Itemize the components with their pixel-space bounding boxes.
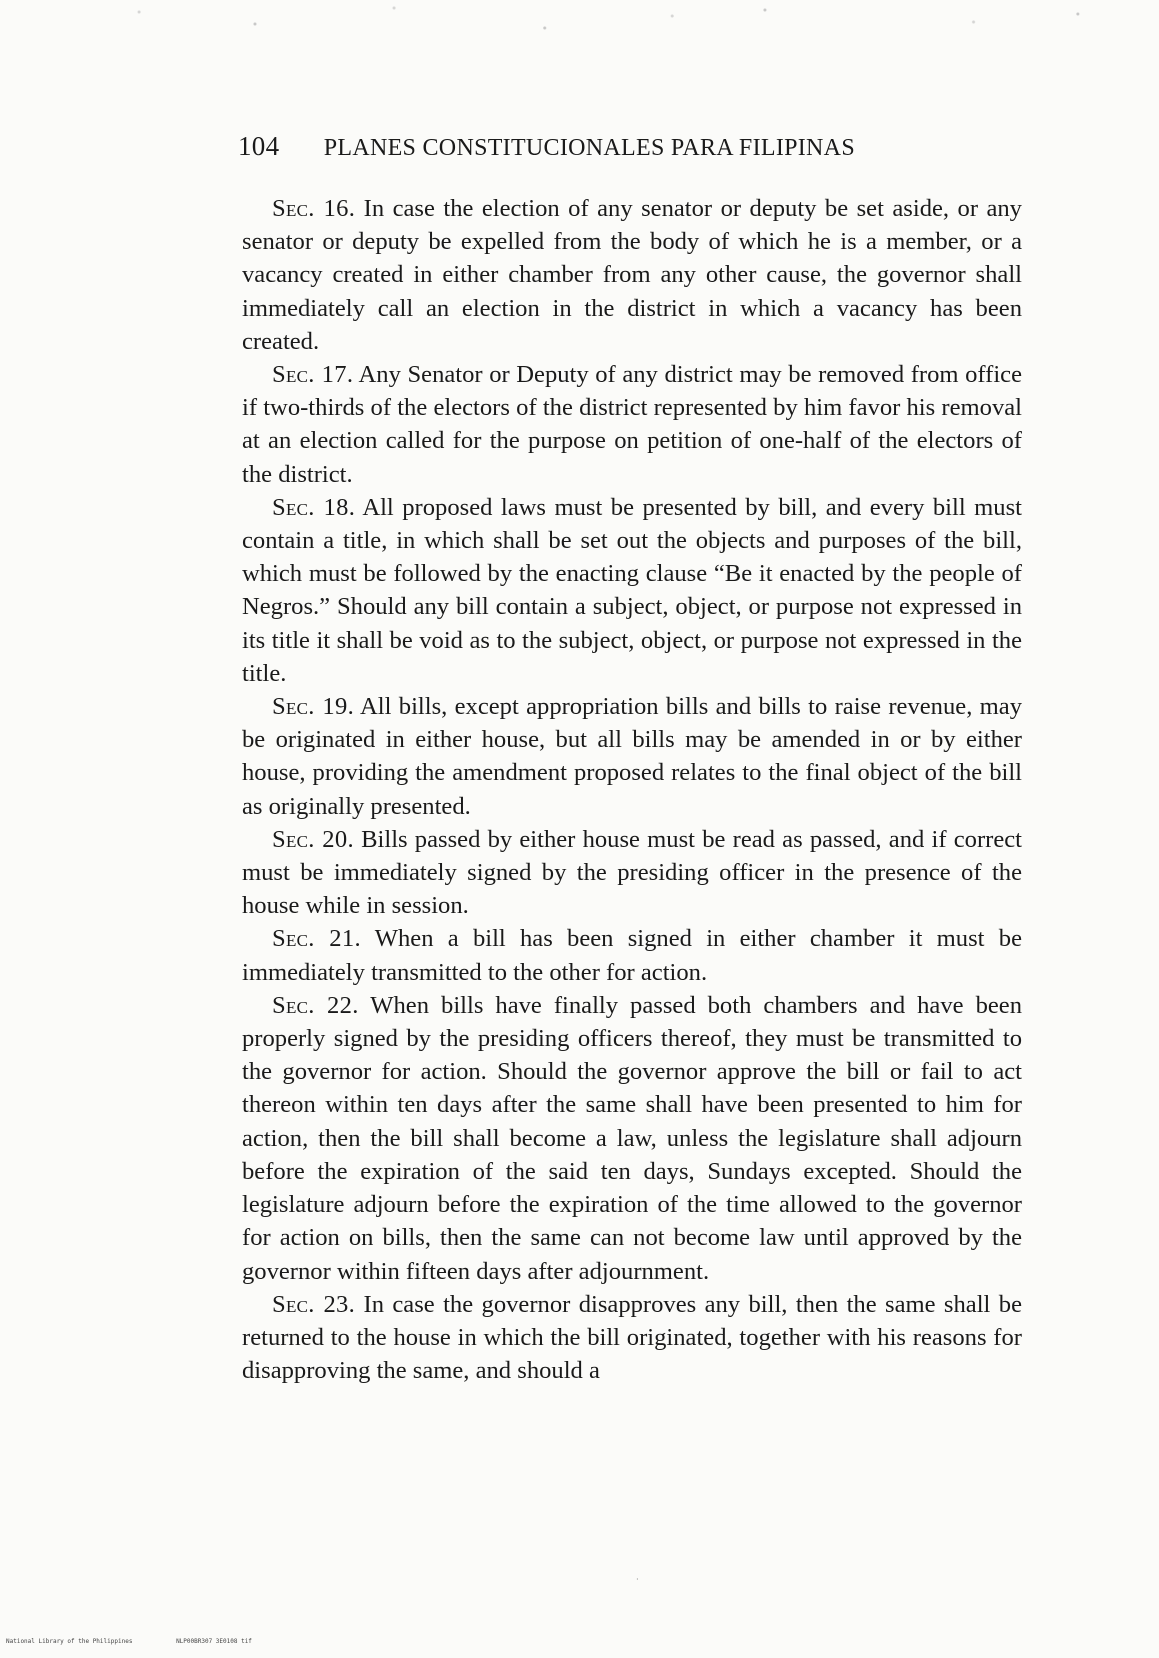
section-paragraph [242, 192, 1022, 358]
section-text: All bills, except appropriation bills and bills to raise revenue, may be originated in either house, but all bills may be amended in or by either house, providing the amendment proposed relates to the final object of the bill as originally presented. [242, 693, 1023, 820]
section-text: Bills passed by either house must be read as passed, and if correct must be immediately signed by the presiding officer in the presence of the house while in session. [242, 825, 1022, 920]
page-number: 104 [238, 131, 280, 161]
section-paragraph [242, 690, 1022, 823]
section-label: Sec. 17. [272, 361, 354, 389]
section-paragraph [242, 989, 1022, 1288]
section-label: Sec. 20. [272, 825, 354, 853]
scan-mark: · [636, 1575, 639, 1584]
section-label: Sec. 21. [272, 925, 361, 953]
section-paragraph [242, 491, 1022, 690]
body-text [242, 192, 1022, 1387]
section-text: When a bill has been signed in either chamber it must be immediately transmitted to the other for action. [242, 925, 1022, 986]
section-text: When bills have finally passed both chambers and have been properly signed by the presiding officers thereof, they must be transmitted to the governor for action. Should the governor approve the bill or fail to act thereon within ten days after the same shall have been presented to him for action, then the bill shall become a law, unless the legislature shall adjourn before the expiration of the said ten days, Sundays excepted. Should the legislature adjourn before the expiration of the time allowed to the governor for action on bills, then the same can not become law until approved by the governor within fifteen days after adjournment. [242, 991, 1023, 1285]
section-text: All proposed laws must be presented by bill, and every bill must contain a title, in which shall be set out the objects and purposes of the bill, which must be followed by the enacting clause “Be it enacted by the people of Negros.” Should any bill contain a subject, object, or purpose not expressed in its title it shall be void as to the subject, object, or purpose not expressed in the title. [242, 493, 1022, 687]
section-text: In case the election of any senator or deputy be set aside, or any senator or deputy be expelled from the body of which he is a member, or a vacancy created in either chamber from any other cause, the governor shall immediately call an election in the district in which a vacancy has been created. [242, 195, 1022, 355]
section-label: Sec. 23. [272, 1290, 356, 1318]
section-text: Any Senator or Deputy of any district may be removed from office if two-thirds of the electors of the district represented by him favor his removal at an election called for the purpose on petition of one-half of the electors of the district. [242, 361, 1022, 488]
section-label: Sec. 19. [272, 693, 355, 721]
section-label: Sec. 22. [272, 991, 359, 1019]
section-paragraph [242, 922, 1022, 988]
footer-library: National Library of the Philippines [6, 1638, 133, 1645]
section-text: In case the governor disapproves any bill, then the same shall be returned to the house in which the bill originated, together with his reasons for disapproving the same, and should a [242, 1290, 1022, 1385]
scan-noise [0, 0, 1159, 40]
footer-code: NLP00BR307 3E0108 tif [176, 1638, 252, 1645]
section-label: Sec. 16. [272, 195, 356, 222]
running-head [238, 131, 938, 171]
section-label: Sec. 18. [272, 493, 356, 521]
section-paragraph [242, 1288, 1022, 1388]
scan-footer [6, 1638, 292, 1645]
section-paragraph [242, 823, 1022, 923]
section-paragraph [242, 358, 1022, 491]
running-title: PLANES CONSTITUCIONALES PARA FILIPINAS [323, 135, 855, 161]
